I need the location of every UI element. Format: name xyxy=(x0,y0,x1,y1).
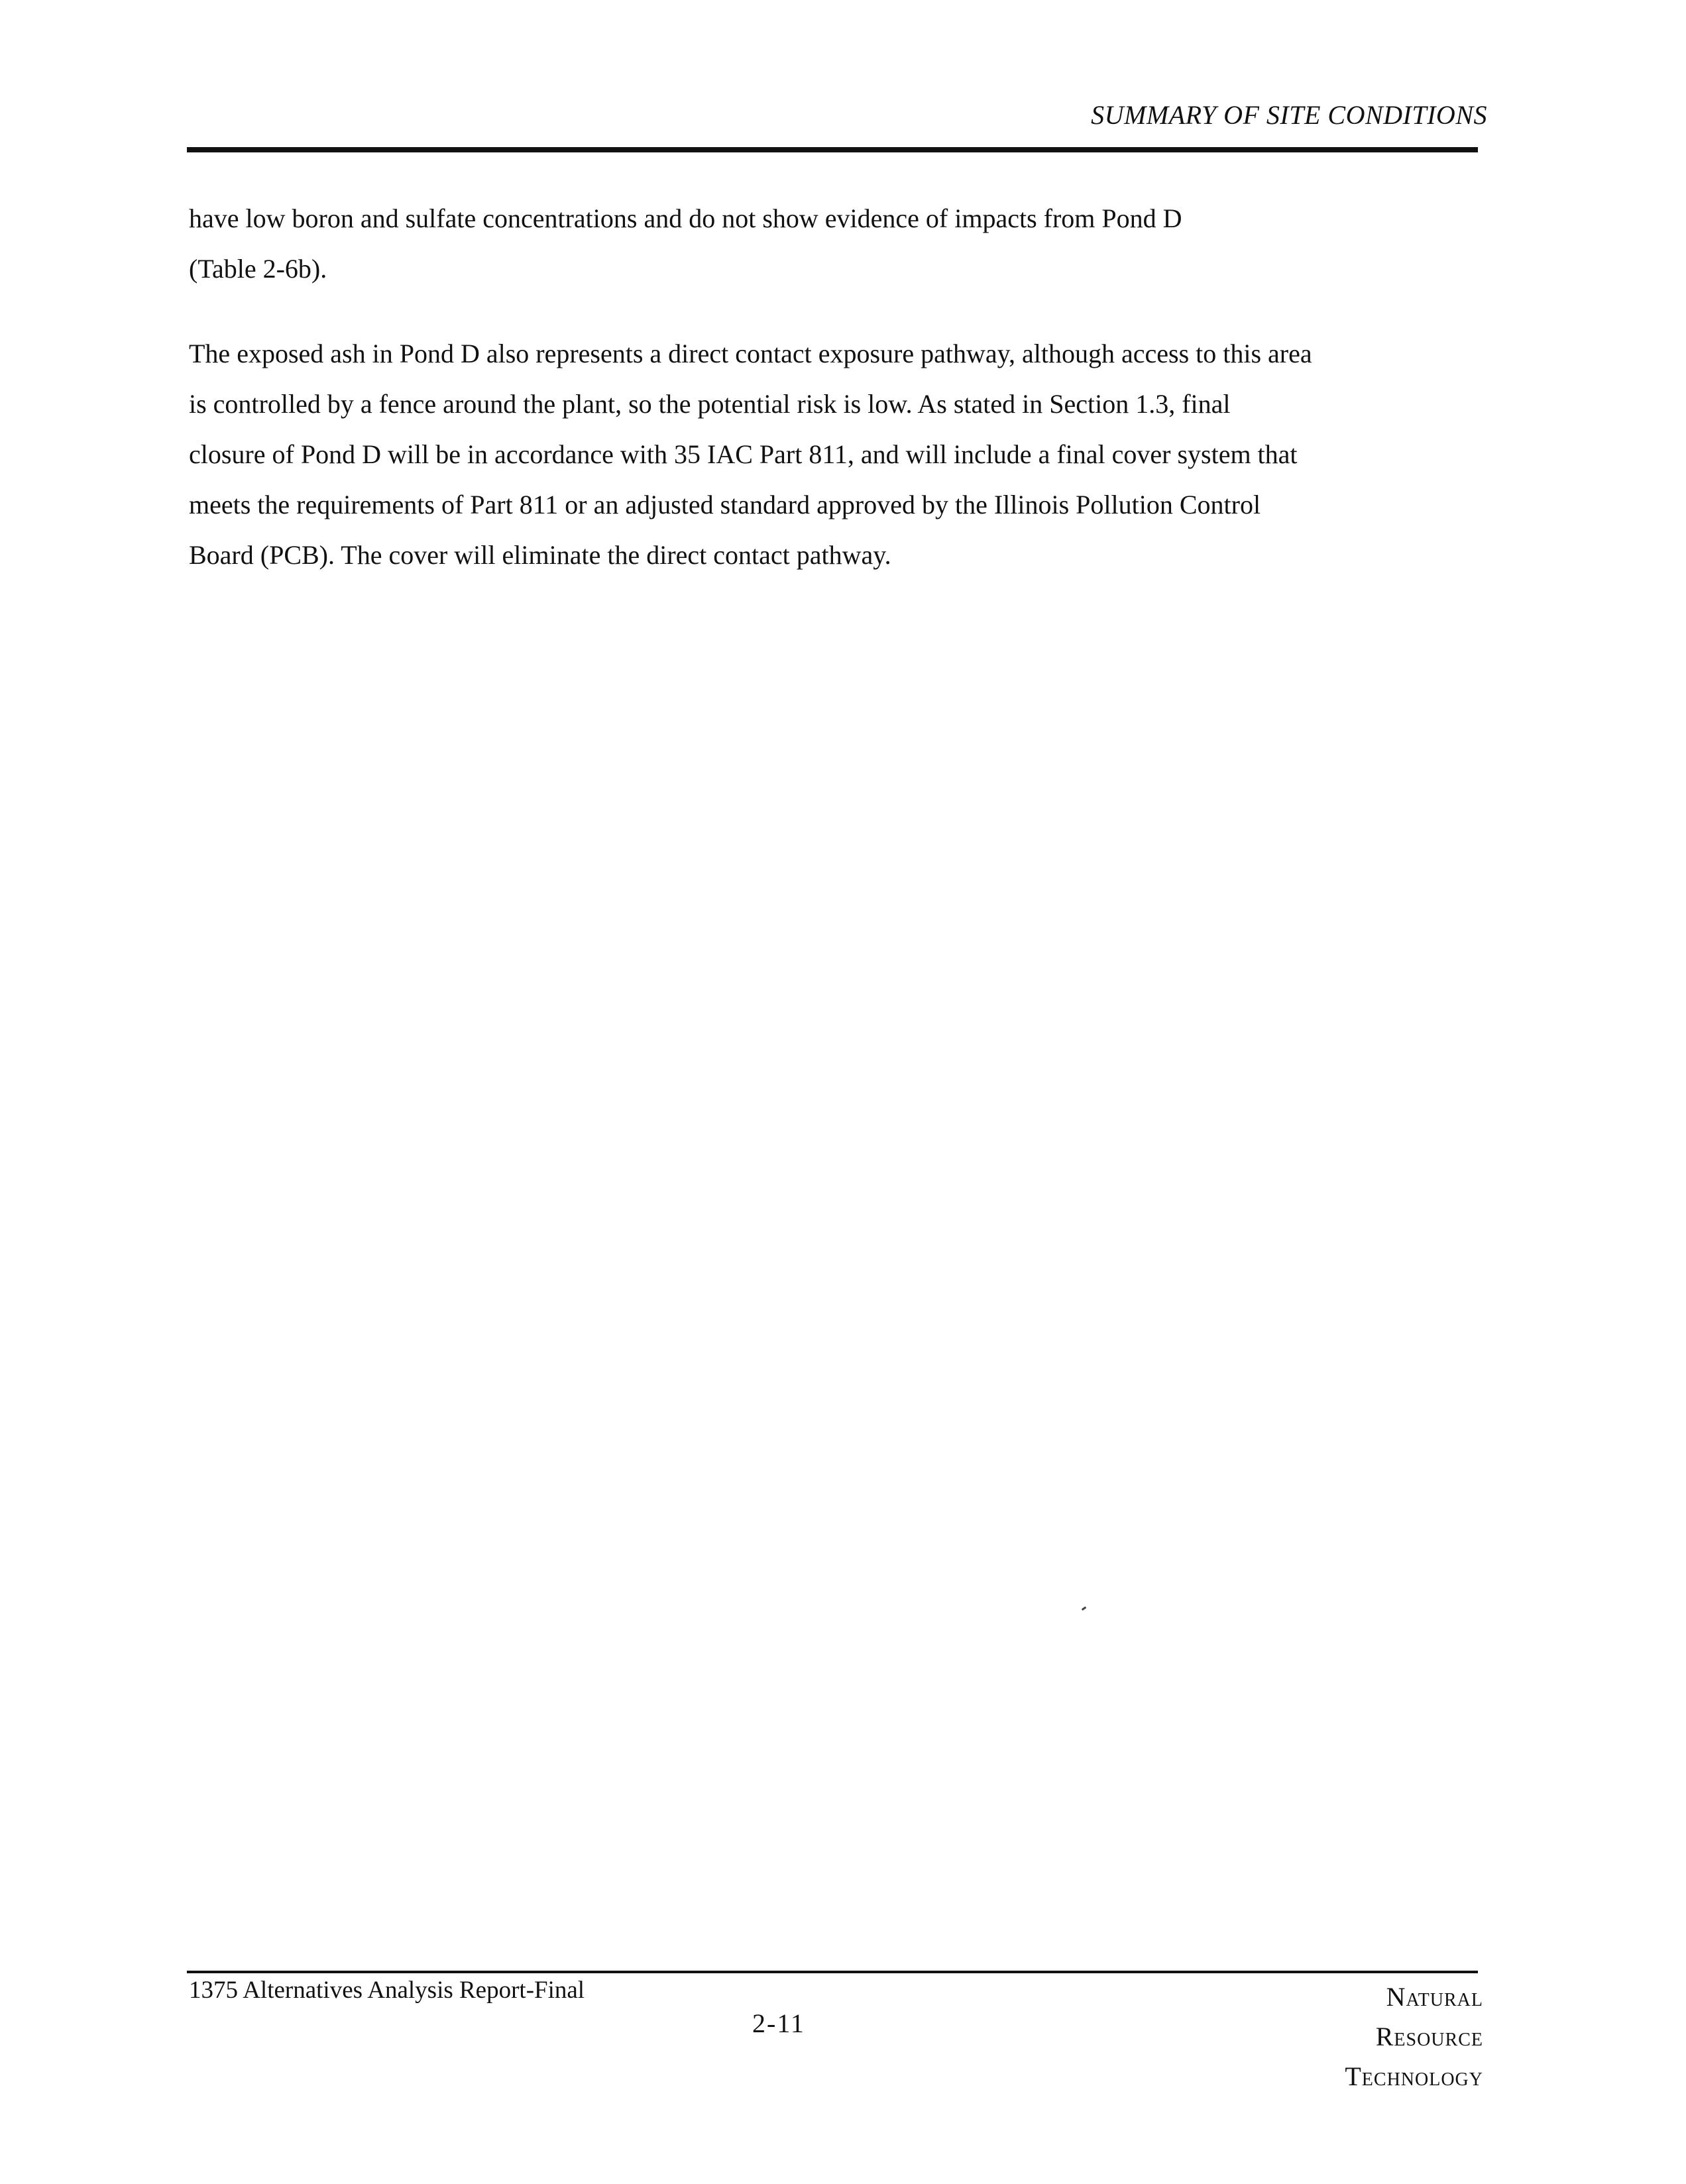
paragraph xyxy=(189,329,1488,580)
footer-rule xyxy=(187,1971,1478,1973)
text-line: closure of Pond D will be in accordance with 35 IAC Part 811, and will include a final cover system that xyxy=(189,439,1298,469)
text-line: Board (PCB). The cover will eliminate the direct contact pathway. xyxy=(189,540,891,570)
text-line: is controlled by a fence around the plant, so the potential risk is low. As stated in Section 1.3, final xyxy=(189,389,1231,419)
running-head: SUMMARY OF SITE CONDITIONS xyxy=(1091,100,1487,130)
logo-line: Technology xyxy=(1345,2061,1483,2091)
logo-line: Natural xyxy=(1386,1982,1483,2012)
footer-report-title: 1375 Alternatives Analysis Report-Final xyxy=(189,1977,585,2004)
page-number: 2-11 xyxy=(752,2008,805,2038)
scan-speck xyxy=(1082,1606,1086,1610)
company-logo xyxy=(1345,1977,1483,2097)
logo-line: Resource xyxy=(1375,2022,1483,2051)
text-line: meets the requirements of Part 811 or an adjusted standard approved by the Illinois Pollution Control xyxy=(189,490,1261,519)
body-text xyxy=(189,193,1488,580)
text-line: (Table 2-6b). xyxy=(189,254,327,284)
header-rule xyxy=(187,147,1478,152)
paragraph xyxy=(189,193,1488,294)
text-line: have low boron and sulfate concentrations and do not show evidence of impacts from Pond D xyxy=(189,203,1182,233)
text-line: The exposed ash in Pond D also represents a direct contact exposure pathway, although access to this area xyxy=(189,339,1312,368)
